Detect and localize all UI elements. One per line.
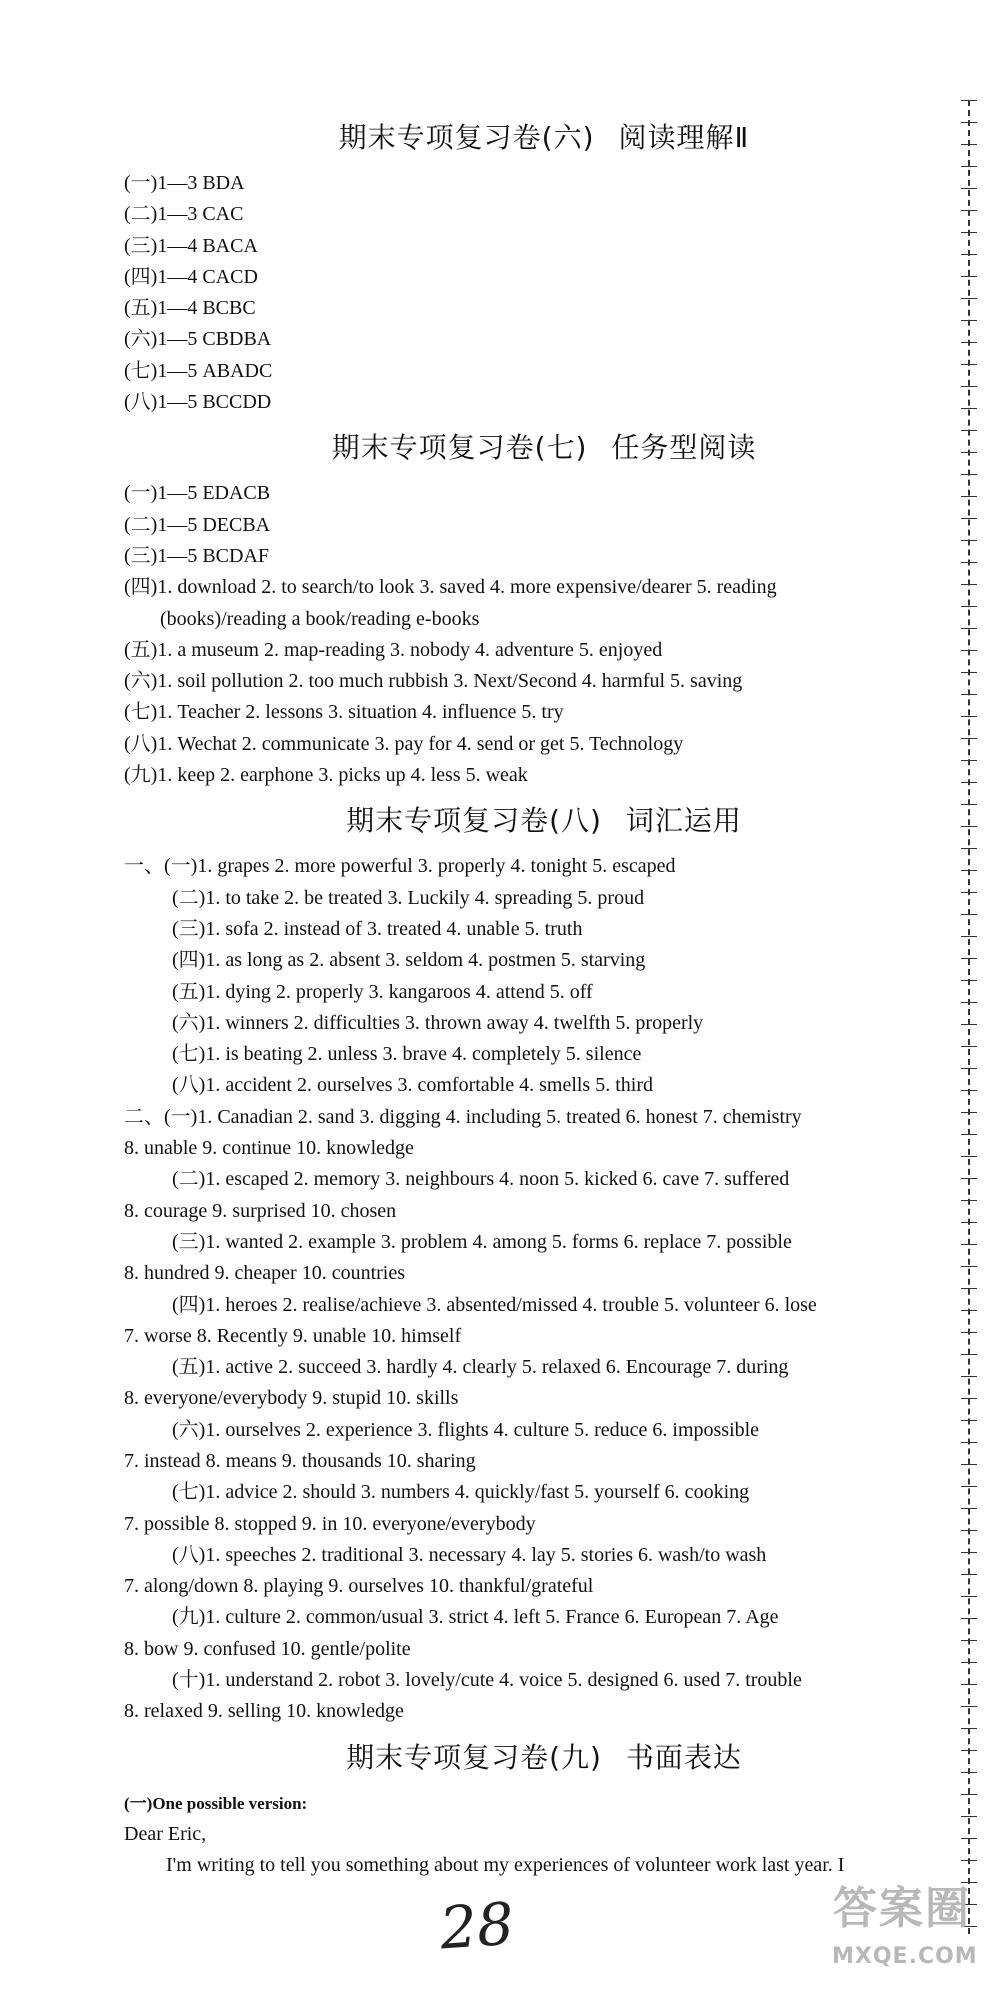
answer-line: (八)1. speeches 2. traditional 3. necessary 4. lay 5. stories 6. wash/to wash [172, 1543, 767, 1566]
section-title-sub: 书面表达 [625, 1740, 742, 1774]
answer-line: (八)1—5 BCCDD [124, 391, 272, 414]
answer-line: (二)1. escaped 2. memory 3. neighbours 4. noon 5. kicked 6. cave 7. suffered [172, 1168, 790, 1191]
section-title-9 [124, 1728, 964, 1788]
answer-line: (三)1—5 BCDAF [124, 544, 270, 567]
answer-line-continued: 8. bow 9. confused 10. gentle/polite [124, 1637, 411, 1660]
section-title-sub: 阅读理解Ⅱ [618, 121, 750, 154]
section-title-8 [124, 791, 964, 851]
answer-line: (六)1—5 CBDBA [124, 328, 272, 351]
answer-line: (五)1. a museum 2. map-reading 3. nobody 4. adventure 5. enjoyed [124, 638, 663, 661]
answer-line: (四)1. download 2. to search/to look 3. saved 4. more expensive/dearer 5. reading [124, 576, 777, 599]
answer-line: (六)1. soil pollution 2. too much rubbish 3. Next/Second 4. harmful 5. saving [124, 670, 743, 693]
answer-line-continued: 8. hundred 9. cheaper 10. countries [124, 1262, 406, 1285]
answer-line: (八)1. accident 2. ourselves 3. comfortable 4. smells 5. third [172, 1074, 653, 1097]
answer-line: (二)1—5 DECBA [124, 513, 271, 536]
watermark-url: MXQE.COM [832, 1944, 978, 1969]
section-title-main: 期末专项复习卷(八) [346, 804, 602, 838]
section-8-answers [124, 851, 964, 1727]
section-title-main: 期末专项复习卷(六) [338, 121, 595, 154]
answer-line-continued: 7. worse 8. Recently 9. unable 10. himself [124, 1324, 462, 1347]
answer-line: (三)1. sofa 2. instead of 3. treated 4. unable 5. truth [172, 917, 583, 940]
section-title-6 [124, 108, 964, 168]
answer-line-continued: 8. courage 9. surprised 10. chosen [124, 1199, 397, 1222]
section-9-answers [124, 1788, 964, 1882]
answer-line: (六)1. ourselves 2. experience 3. flights 4. culture 5. reduce 6. impossible [172, 1418, 760, 1441]
answer-line: 二、(一)1. Canadian 2. sand 3. digging 4. including 5. treated 6. honest 7. chemistry [124, 1105, 802, 1128]
answer-line: (二)1. to take 2. be treated 3. Luckily 4. spreading 5. proud [172, 886, 645, 909]
answer-line: (四)1—4 CACD [124, 265, 258, 288]
section-6-answers [124, 168, 964, 418]
watermark-logo [832, 1874, 978, 1984]
section-title-sub: 词汇运用 [625, 804, 742, 838]
answer-line: (五)1—4 BCBC [124, 297, 256, 320]
answer-line-continued: 8. unable 9. continue 10. knowledge [124, 1137, 414, 1160]
cut-line-tick [961, 100, 977, 101]
answer-line-continued: 8. relaxed 9. selling 10. knowledge [124, 1700, 404, 1723]
answer-line: (六)1. winners 2. difficulties 3. thrown away 4. twelfth 5. properly [172, 1011, 704, 1034]
letter-salutation: Dear Eric, [124, 1822, 207, 1845]
answer-line: (八)1. Wechat 2. communicate 3. pay for 4. send or get 5. Technology [124, 732, 684, 755]
letter-body: I'm writing to tell you something about my experiences of volunteer work last year. I [166, 1854, 845, 1877]
answer-line: (七)1. Teacher 2. lessons 3. situation 4. influence 5. try [124, 701, 564, 724]
answer-line: (一)1—3 BDA [124, 172, 245, 194]
section-title-sub: 任务型阅读 [611, 431, 757, 465]
answer-line-continued: 7. along/down 8. playing 9. ourselves 10. thankful/grateful [124, 1575, 594, 1598]
watermark-text: 答案圈 [833, 1883, 971, 1934]
answer-line-continued: 7. instead 8. means 9. thousands 10. sharing [124, 1449, 476, 1472]
answer-line: (四)1. as long as 2. absent 3. seldom 4. postmen 5. starving [172, 949, 646, 972]
answer-line: (五)1. dying 2. properly 3. kangaroos 4. attend 5. off [172, 980, 593, 1003]
answer-line: (一)1—5 EDACB [124, 482, 271, 505]
answer-line: (三)1—4 BACA [124, 234, 258, 257]
answer-line: (九)1. culture 2. common/usual 3. strict 4. left 5. France 6. European 7. Age [172, 1606, 779, 1629]
answer-line: (五)1. active 2. succeed 3. hardly 4. clearly 5. relaxed 6. Encourage 7. during [172, 1356, 789, 1379]
handwritten-page-number: 28 [437, 1889, 517, 1963]
answer-line-continued: 8. everyone/everybody 9. stupid 10. skills [124, 1387, 459, 1410]
answer-line-continued: 7. possible 8. stopped 9. in 10. everyone/everybody [124, 1512, 536, 1535]
answer-line: (四)1. heroes 2. realise/achieve 3. absented/missed 4. trouble 5. volunteer 6. lose [172, 1293, 817, 1316]
section-title-main: 期末专项复习卷(七) [331, 431, 588, 465]
answer-line: 一、(一)1. grapes 2. more powerful 3. properly 4. tonight 5. escaped [124, 855, 676, 878]
section-title-7 [124, 418, 964, 478]
answer-line: (十)1. understand 2. robot 3. lovely/cute 4. voice 5. designed 6. used 7. trouble [172, 1669, 802, 1692]
answer-line: (七)1. advice 2. should 3. numbers 4. quickly/fast 5. yourself 6. cooking [172, 1481, 750, 1504]
answer-line: (三)1. wanted 2. example 3. problem 4. among 5. forms 6. replace 7. possible [172, 1230, 792, 1253]
answer-line: (七)1—5 ABADC [124, 359, 273, 382]
answer-line-continued: (books)/reading a book/reading e-books [160, 607, 480, 630]
answer-line: (七)1. is beating 2. unless 3. brave 4. completely 5. silence [172, 1043, 642, 1066]
answer-line: (二)1—3 CAC [124, 203, 244, 226]
answer-line: (九)1. keep 2. earphone 3. picks up 4. less 5. weak [124, 764, 528, 787]
section-title-main: 期末专项复习卷(九) [346, 1740, 602, 1774]
version-label: (一)One possible version: [124, 1793, 308, 1813]
section-7-answers [124, 478, 964, 791]
answer-content [124, 108, 964, 1882]
